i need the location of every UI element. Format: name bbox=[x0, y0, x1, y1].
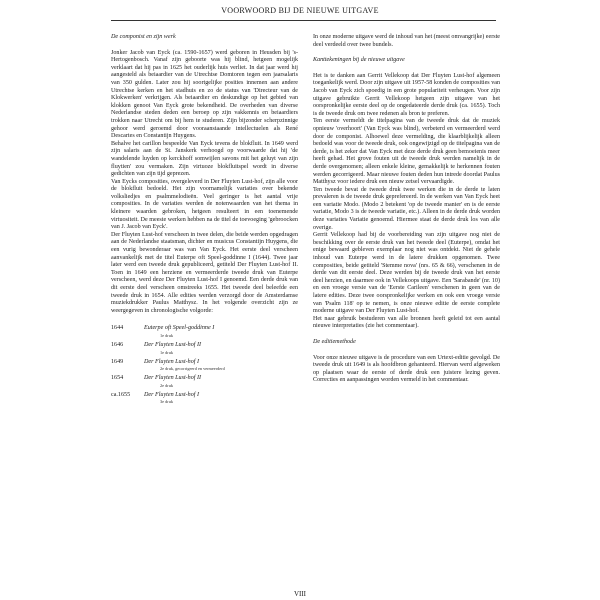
chronology-title: Der Fluyten Lust-hof I bbox=[144, 391, 200, 398]
chronology-note: 2e druk, gecorrigeerd en vermeerderd bbox=[160, 366, 225, 372]
paragraph: Ten tweede bevat de tweede druk twee werken die in de derde te laten prevaleren is de tweede druk geprefereerd. In de werken van Van Eyck heet een variatie Modo. (Modo 2 betekent 'op de tweede manier' en is de eerste variatie, Modo 3 is de tweede variatie, etc.). Alleen in de derde druk worden deze variaties Variatie genoemd. Hiermee staat de derde druk los van alle overige. bbox=[313, 186, 500, 231]
chronology-entry bbox=[111, 375, 298, 388]
paragraph: Ten eerste vermeldt de titelpagina van de tweede druk dat de muziek opnieuw 'overhoort' (Van Eyck was blind), verbeterd en vermeerderd werd door de componist. Alhoewel deze vermelding, die klaarblijkelijk alleen bedoeld was voor de tweede druk, ook ongewijzigd op de titelpagina van de derde, is het zeker dat Van Eyck met deze derde druk geen bemoeienis meer heeft gehad. Het grove fouten uit de tweede druk werden namelijk in de derde overgenomen; alleen enkele kleine, gemakkelijk te herkennen fouten werden gecorrigeerd. Maar nieuwe fouten deden hun intrede doordat Paulus Matthysz voor iedere druk een nieuw zetsel vervaardigde. bbox=[313, 118, 500, 186]
chronology-year: 1646 bbox=[111, 341, 124, 348]
chronology-entry bbox=[111, 359, 298, 372]
left-column bbox=[111, 34, 298, 408]
right-column bbox=[313, 34, 500, 385]
chronology-entry bbox=[111, 392, 298, 405]
chronology-note: 3e druk bbox=[160, 399, 174, 405]
chronology-note: 1e druk bbox=[160, 332, 174, 338]
chronology-note: 2e druk bbox=[160, 382, 174, 388]
section-heading-method: De editiemethode bbox=[313, 338, 356, 345]
section-heading-remarks: Kanttekeningen bij de nieuwe uitgave bbox=[313, 57, 405, 64]
paragraph: Jonker Jacob van Eyck (ca. 1590-1657) werd geboren in Heusden bij 's-Hertogenbosch. Vanaf zijn geboorte was hij blind, hetgeen mogelijk verklaart dat hij pas in 1625 het ouderlijk huis verliet. In dat jaar werd hij aangesteld als beiaardier van de Utrechtse Domtoren tegen een jaarsalaris van 350 gulden. Later zou hij soortgelijke posities innemen aan andere Utrechtse kerken en het stadhuis en zo de status van 'Directeur van de Klokwerken' verkrijgen. Als beiaardier en deskundige op het gebied van klokken genoot Van Eyck grote bekendheid. De overheden van diverse Nederlandse steden deden een beroep op zijn vakkennis en beiaardiers trokken naar Utrecht om bij hem te studeren. Zijn bijzonder scherpzinnige gehoor werd geroemd door vooraanstaande intellectuelen als René Descartes en Constantijn Huygens. bbox=[111, 49, 298, 140]
chronology-year: 1649 bbox=[111, 358, 124, 365]
chronology-note: 1e druk bbox=[160, 349, 174, 355]
section-heading-composer: De componist en zijn werk bbox=[111, 34, 176, 40]
page-number: VIII bbox=[293, 590, 307, 598]
chronology-year: 1644 bbox=[111, 325, 124, 332]
chronology-entry bbox=[111, 325, 298, 338]
chronology-title: Der Fluyten Lust-hof I bbox=[144, 358, 200, 365]
chronology-title: Der Fluyten Lust-hof II bbox=[144, 341, 202, 348]
header-rule bbox=[111, 20, 496, 21]
paragraph: Behalve het carillon bespeelde Van Eyck tevens de blokfluit. In 1649 werd zijn salaris aan de St. Janskerk verhoogd op voorwaarde dat hij 'de wandelende luyden op kerckhoff somwijlen savons mit het geluyt van zijn fluytien' zou vermaken. Zijn virtuoze blokfluitspel wordt in diverse gedichten van zijn tijd geprezen. bbox=[111, 140, 298, 178]
paragraph: Voor onze nieuwe uitgave is de procedure van een Urtext-editie gevolgd. De tweede druk uit 1649 is als hoofdbron gehanteerd. Hiervan werd afgeweken op plaatsen waar de eerste of derde druk een juistere lezing geven. Correcties en aanpassingen worden vermeld in het commentaar. bbox=[313, 354, 500, 384]
paragraph: In onze moderne uitgave werd de inhoud van het (meest omvangrijke) eerste deel verdeeld over twee bundels. bbox=[313, 34, 500, 48]
paragraph: Der Fluyten Lust-hof verscheen in twee delen, die beide werden opgedragen aan de Nederlandse staatsman, dichter en musicus Constantijn Huygens, die een vurig bewonderaar was van Van Eyck. Het eerste deel verscheen aanvankelijk met de titel Euterpe oft Speel-goddinne I (1644). Twee jaar later werd een tweede druk gepubliceerd, getiteld Der Fluyten Lust-hof II. Toen in 1649 een herziene en vermeerderde tweede druk van Euterpe verscheen, werd deze Der Fluyten Lust-hof I genoemd. Een derde druk van dit eerste deel verscheen omstreeks 1655. Het tweede deel beleefde een tweede druk in 1654. Alle edities werden verzorgd door de Amsterdamse muziekdrukker Paulus Matthysz. In het volgende overzicht zijn ze weergegeven in chronologische volgorde: bbox=[111, 231, 298, 314]
edition-chronology bbox=[111, 325, 298, 404]
paragraph: Gerrit Vellekoop had bij de voorbereiding van zijn uitgave nog niet de beschikking over de eerste druk van het tweede deel (Euterpe), omdat het enige bewaard gebleven exemplaar nog niet was ontdekt. Niet de gehele inhoud van Euterpe werd in de latere drukken opgenomen. Twee composities, beide getiteld 'Stemme nova' (nrs. 65 & 66), verschenen in de derde van dit eerste deel. Deze werden bij de tweede druk van het eerste deel herzien, en daarmee ook in Vellekoops uitgave. Een 'Sarabande' (nr. 10) en een vroege versie van de 'Eerste Carileen' verschenen in geen van de latere edities. Deze twee oorspronkelijke werken en ook een vroege versie van 'Psalm 118' op te nemen, is onze nieuwe editie de eerste complete moderne uitgave van Der Fluyten Lust-hof. bbox=[313, 232, 500, 315]
chronology-year: ca.1655 bbox=[111, 391, 131, 398]
paragraph: Het naar gebruik bestuderen van alle bronnen heeft geleid tot een aantal nieuwe interpretaties (zie het commentaar). bbox=[313, 315, 500, 330]
chronology-title: Euterpe oft Speel-goddinne I bbox=[144, 325, 215, 332]
chronology-entry bbox=[111, 342, 298, 355]
chronology-year: 1654 bbox=[111, 375, 124, 382]
paragraph: Het is te danken aan Gerrit Vellekoop dat Der Fluyten Lust-hof algemeen toegankelijk werd. Door zijn uitgave uit 1957-58 konden de composities van Jacob van Eyck zich spoedig in een grote populariteit verheugen. Voor zijn uitgave gebruikte Gerrit Vellekoop hetgeen zijn uitgave van het oorspronkelijke eerste deel op de ongedateerde derde druk (ca. 1655). Toch is de tweede druk om twee redenen als bron te preferen. bbox=[313, 72, 501, 117]
chronology-title: Der Fluyten Lust-hof II bbox=[144, 375, 202, 382]
running-header: VOORWOORD BIJ DE NIEUWE UITGAVE bbox=[221, 6, 379, 15]
paragraph: Van Eycks composities, overgeleverd in Der Fluyten Lust-hof, zijn alle voor de blokfluit bedoeld. Het zijn voornamelijk variaties over bekende volksliedjes en psalmmelodieën. Veel geringer is het aantal vrije composities. In de variaties werden de notenwaarden van het thema in kleinere waarden gebroken, hetgeen resulteert in een toenemende virtuositeit. De meeste werken hebben na de titel de toevoeging 'gebroocken van J. Jacob van Eyck'. bbox=[111, 178, 298, 231]
